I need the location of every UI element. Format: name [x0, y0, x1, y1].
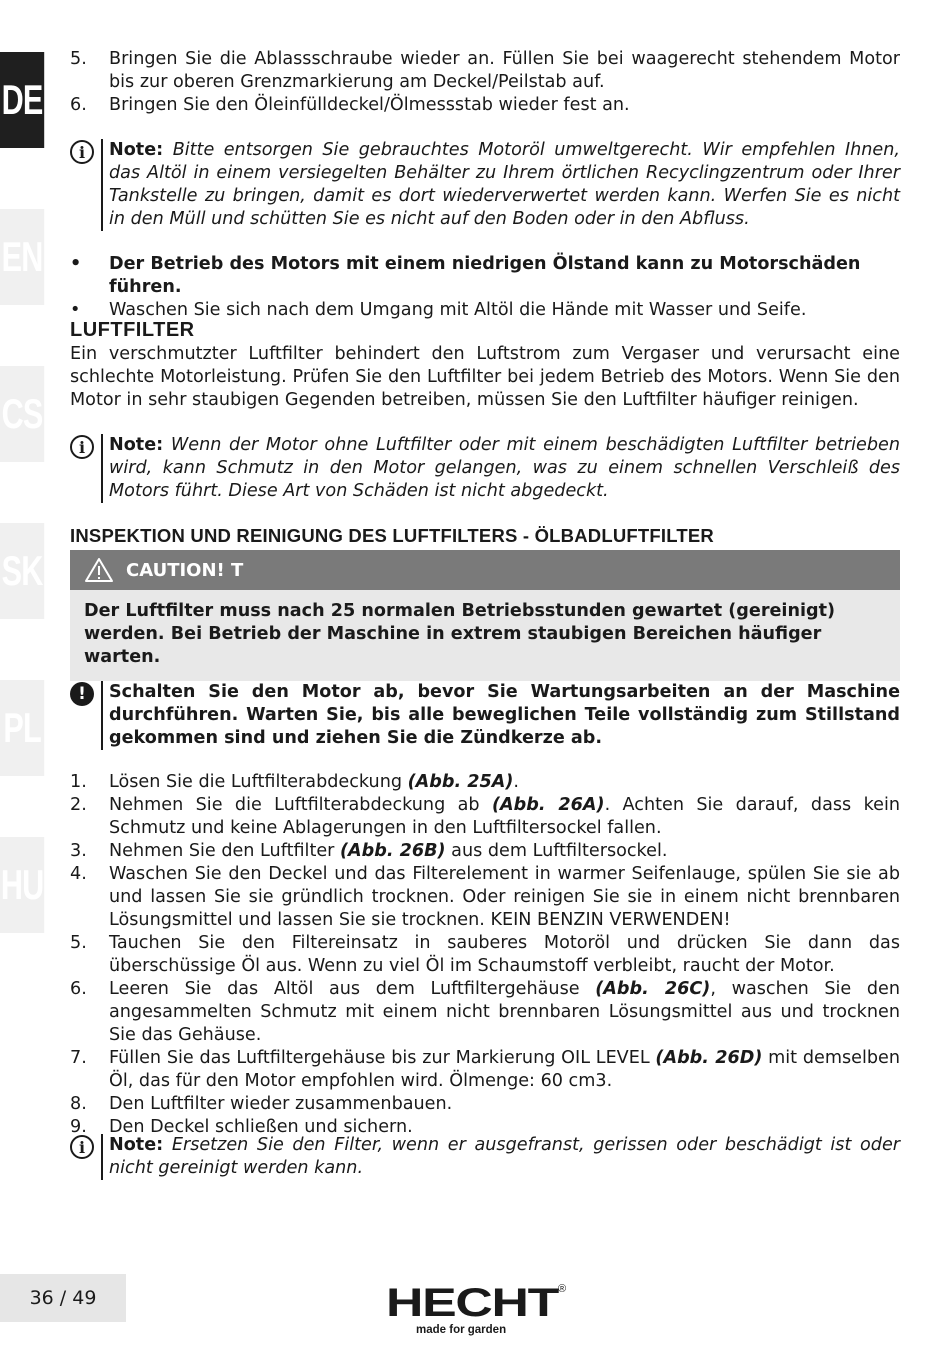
list-item: 5. Tauchen Sie den Filtereinsatz in sauberes Motoröl und drücken Sie dann das überschüssige Öl aus. Wenn zu viel Öl im Schaumstoff verbleibt, raucht der Motor.: [70, 933, 900, 976]
info-icon: i: [70, 140, 94, 164]
lang-tab-hu[interactable]: HU: [0, 837, 44, 933]
note-divider: [101, 1134, 103, 1180]
caution-header: CAUTION! T: [70, 550, 900, 590]
oil-change-steps: [70, 48, 900, 117]
list-item: 2. Nehmen Sie die Luftfilterabdeckung ab (Abb. 26A). Achten Sie darauf, dass kein Schmutz und keine Ablagerungen in den Luftfiltersockel fallen.: [70, 795, 900, 838]
list-item: 1. Lösen Sie die Luftfilterabdeckung (Abb. 25A).: [70, 772, 520, 792]
section-heading: LUFTFILTER: [70, 319, 195, 341]
hecht-logo: [380, 1280, 570, 1338]
list-item: 6. Leeren Sie das Altöl aus dem Luftfiltergehäuse (Abb. 26C), waschen Sie den angesammelten Schmutz mit einem nicht brennbaren Lösungsmittel aus und trocknen Sie das Gehäuse.: [70, 979, 901, 1045]
lang-tab-cs[interactable]: CS: [0, 366, 44, 462]
list-item: • Waschen Sie sich nach dem Umgang mit Altöl die Hände mit Wasser und Seife.: [70, 300, 807, 320]
list-item: 4. Waschen Sie den Deckel und das Filterelement in warmer Seifenlauge, spülen Sie sie ab und lassen Sie sie gründlich trocknen. Oder reinigen Sie sie in einem nicht brennbaren Lösungsmittel und lassen Sie sie trocknen. KEIN BENZIN VERWENDEN!: [70, 864, 900, 930]
list-item: • Der Betrieb des Motors mit einem niedrigen Ölstand kann zu Motorschäden führen.: [70, 254, 861, 297]
section-heading: INSPEKTION UND REINIGUNG DES LUFTFILTERS - ÖLBADLUFTFILTER: [70, 525, 714, 546]
exclamation-icon: !: [70, 682, 94, 706]
note-divider: [101, 434, 103, 503]
list-item: 7. Füllen Sie das Luftfiltergehäuse bis zur Markierung OIL LEVEL (Abb. 26D) mit demselben Öl, das für den Motor empfohlen wird. Ölmenge: 60 cm3.: [70, 1048, 900, 1091]
lang-tab-pl[interactable]: PL: [0, 680, 44, 776]
lang-tab-de[interactable]: DE: [0, 52, 44, 148]
warning-triangle-icon: [84, 557, 114, 583]
note-replace-filter: i Note: Ersetzen Sie den Filter, wenn er ausgefranst, gerissen oder beschädigt ist oder nicht gereinigt werden kann.: [70, 1134, 900, 1180]
section-paragraph: Ein verschmutzter Luftfilter behindert den Luftstrom zum Vergaser und verursacht eine schlechte Motorleistung. Prüfen Sie den Luftfilter bei jedem Betrieb des Motors. Wenn Sie den Motor in sehr staubigen Gegenden betreiben, müssen Sie den Luftfilter häufiger reinigen.: [70, 344, 900, 410]
logo-wordmark: HECHT: [386, 1281, 559, 1325]
info-icon: i: [70, 435, 94, 459]
list-item: 8. Den Luftfilter wieder zusammenbauen.: [70, 1094, 453, 1114]
inspektion-section: [70, 524, 900, 547]
page-number: 36 / 49: [0, 1274, 126, 1322]
registered-mark: ®: [558, 1283, 567, 1295]
note-divider: [101, 139, 103, 231]
caution-text: Der Luftfilter muss nach 25 normalen Betriebsstunden gewartet (gereinigt) werden. Bei Betrieb der Maschine in extrem staubigen Bereichen häufiger warten.: [70, 590, 900, 681]
info-icon: i: [70, 1135, 94, 1159]
warning-divider: [101, 681, 103, 750]
list-item: 5. Bringen Sie die Ablassschraube wieder an. Füllen Sie bei waagerecht stehendem Motor bis zur oberen Grenzmarkierung am Deckel/Peilstab auf.: [70, 49, 900, 92]
lang-tab-sk[interactable]: SK: [0, 523, 44, 619]
list-item: 3. Nehmen Sie den Luftfilter (Abb. 26B) aus dem Luftfiltersockel.: [70, 841, 668, 861]
list-item: 9. Den Deckel schließen und sichern.: [70, 1117, 413, 1137]
caution-box: [70, 550, 900, 681]
note-oil-disposal: i Note: Bitte entsorgen Sie gebrauchtes Motoröl umweltgerecht. Wir empfehlen Ihnen, das Altöl in einem versiegelten Behälter zu Ihrem örtlichen Recyclingzentrum oder Ihrer Tankstelle zu bringen, damit es dort wiederverwertet werden kann. Werfen Sie es nicht in den Müll und schütten Sie es nicht auf den Boden oder in den Abfluss.: [70, 139, 900, 231]
luftfilter-section: [70, 319, 900, 412]
lang-tab-en[interactable]: EN: [0, 209, 44, 305]
logo-tagline: made for garden: [416, 1324, 507, 1336]
air-filter-steps: [70, 771, 900, 1139]
warning-shutdown: ! Schalten Sie den Motor ab, bevor Sie Wartungsarbeiten an der Maschine durchführen. Warten Sie, bis alle beweglichen Teile vollständig zum Stillstand gekommen sind und ziehen Sie die Zündkerze ab.: [70, 681, 900, 750]
oil-bullets: [70, 253, 900, 322]
list-item: 6. Bringen Sie den Öleinfülldeckel/Ölmessstab wieder fest an.: [70, 95, 630, 115]
note-no-filter: i Note: Wenn der Motor ohne Luftfilter oder mit einem beschädigten Luftfilter betrieben wird, kann Schmutz in den Motor gelangen, was zu einem schnellen Verschleiß des Motors führt. Diese Art von Schäden ist nicht abgedeckt.: [70, 434, 900, 503]
